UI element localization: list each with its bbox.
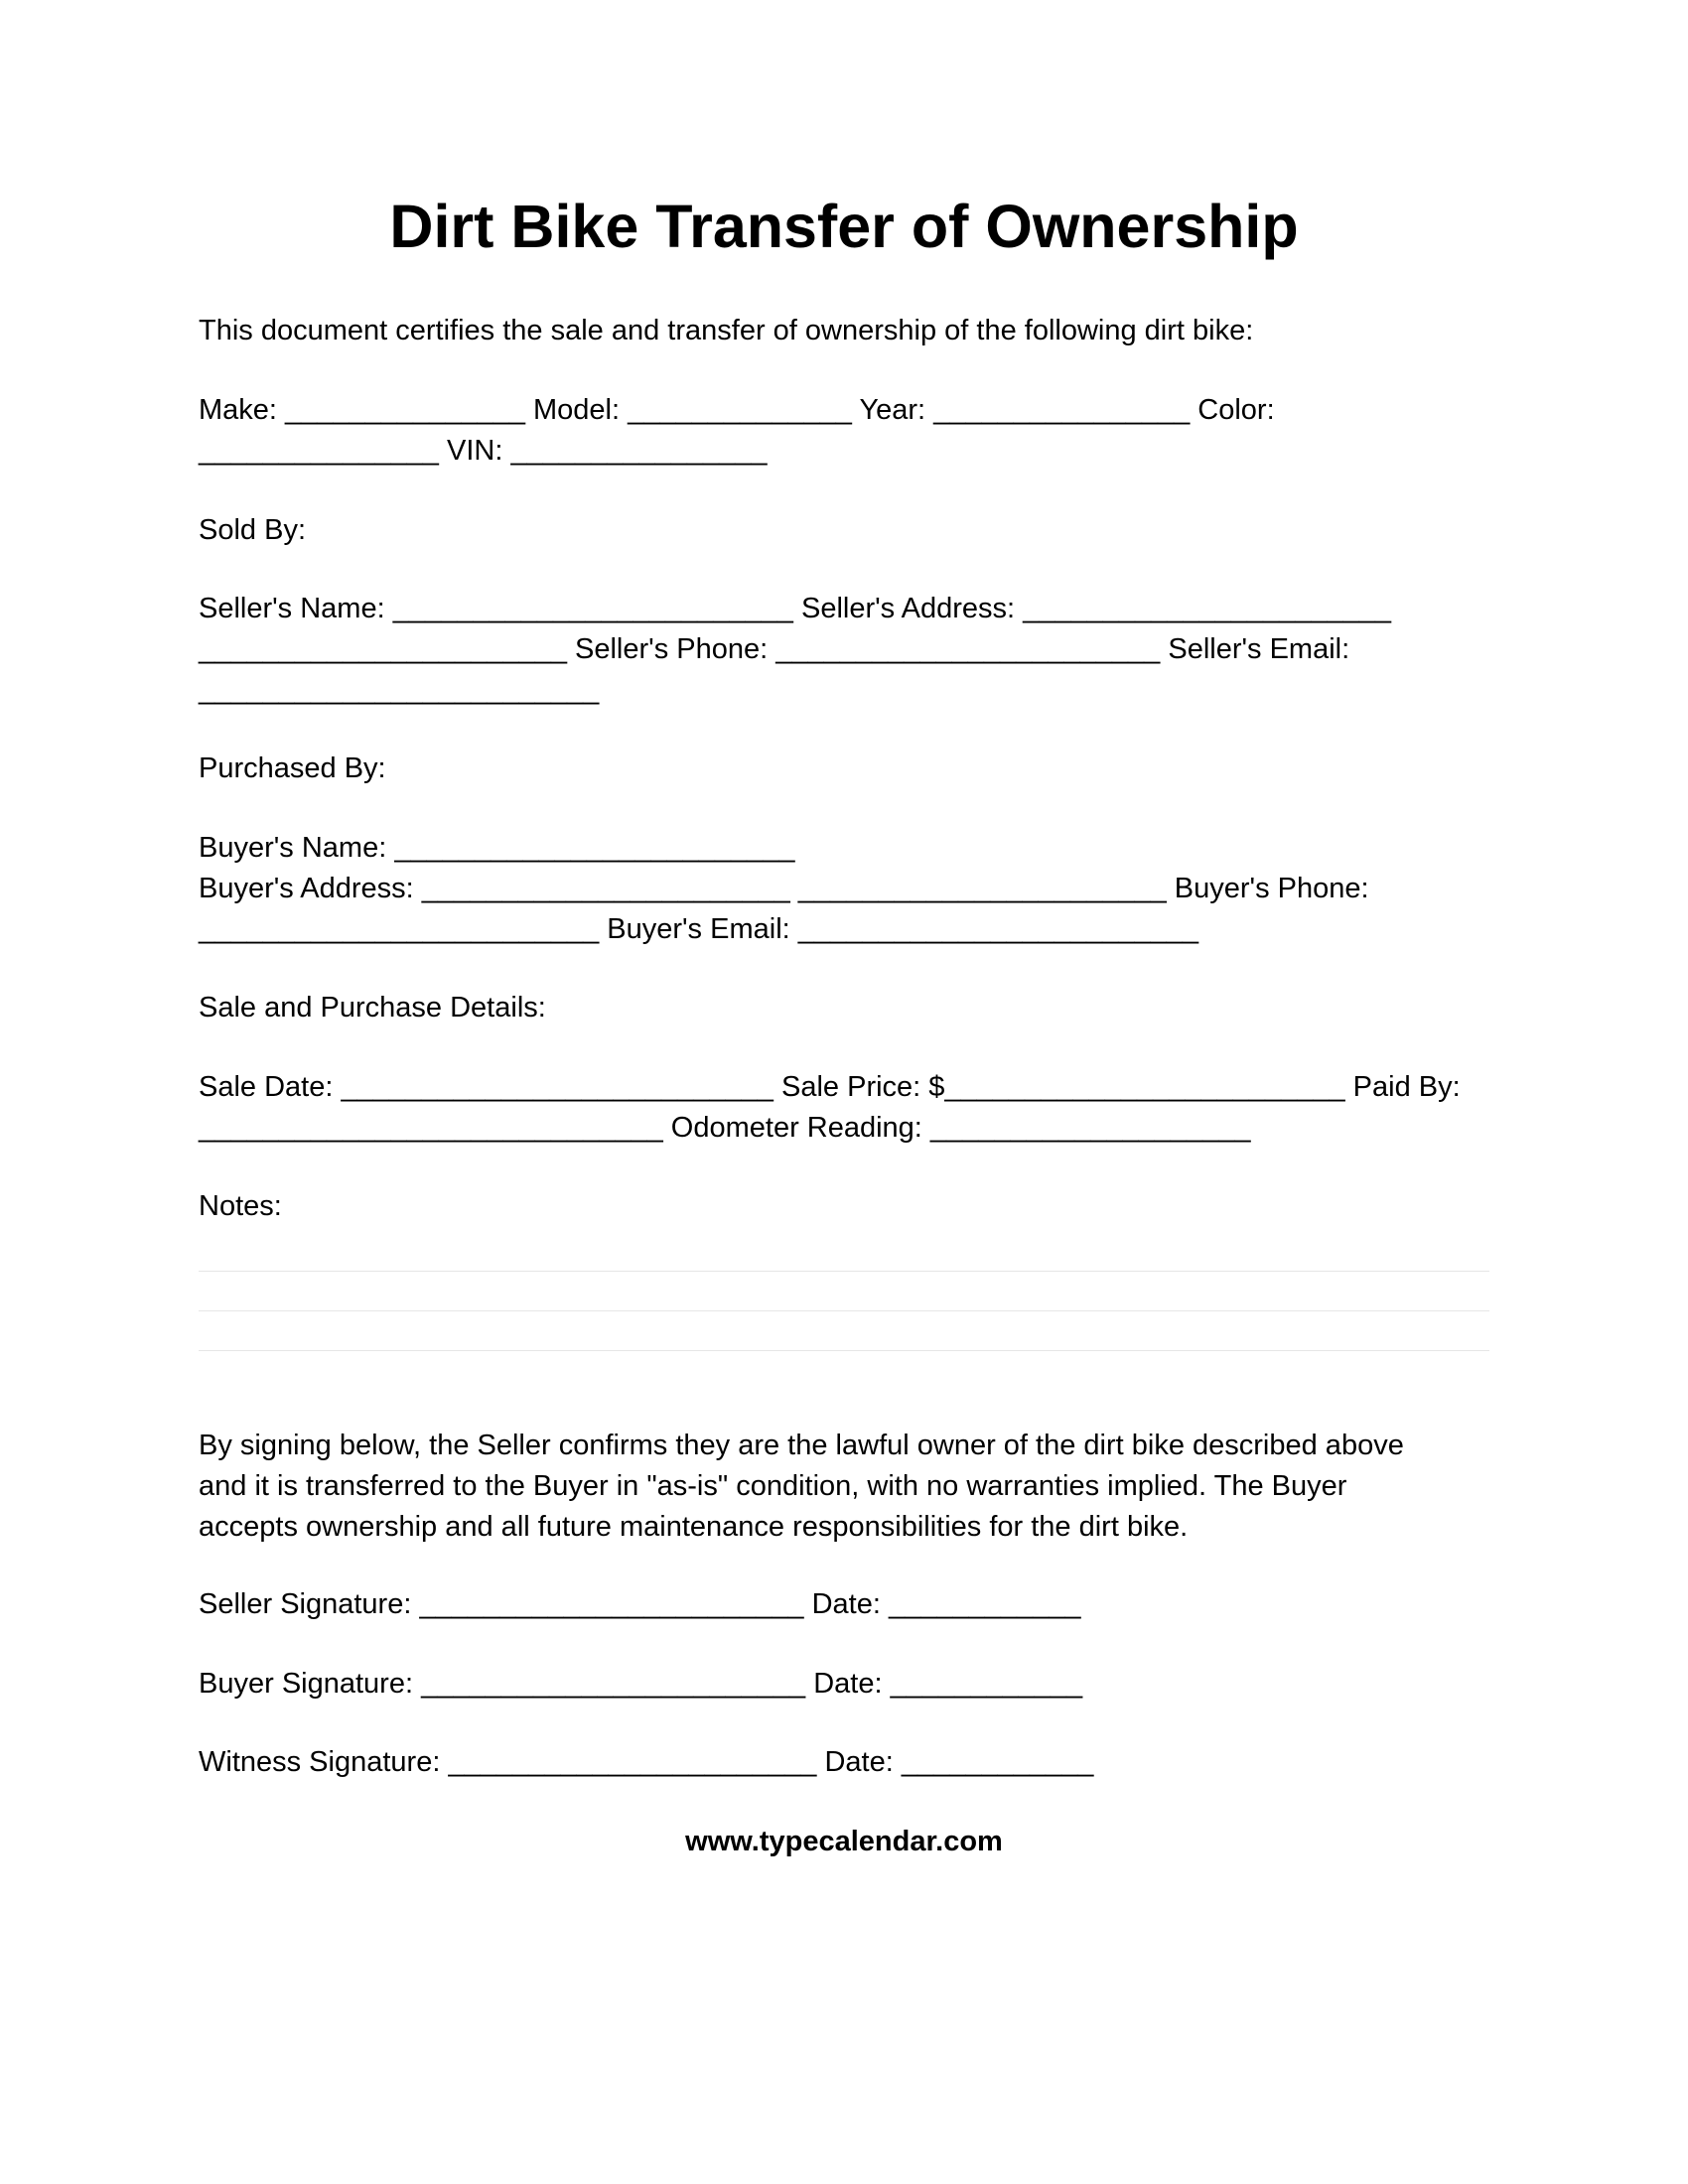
- notes-line[interactable]: [199, 1271, 1489, 1272]
- seller-details-line-1: Seller's Name: _________________________ Seller's Address: _______________________: [199, 593, 1392, 624]
- seller-signature-line: Seller Signature: ________________________ Date: ____________: [199, 1588, 1081, 1620]
- agreement-line-3: accepts ownership and all future maintenance responsibilities for the dirt bike.: [199, 1511, 1189, 1543]
- seller-details: [199, 589, 1489, 711]
- notes-line[interactable]: [199, 1350, 1489, 1351]
- sold-by-heading: Sold By:: [199, 514, 306, 546]
- vehicle-details: [199, 390, 1489, 472]
- seller-details-line-2: _______________________ Seller's Phone: ________________________ Seller's Email:: [199, 633, 1350, 665]
- vehicle-details-line-2: _______________ VIN: ________________: [199, 435, 768, 467]
- agreement-text: [199, 1426, 1489, 1548]
- sale-details: [199, 1067, 1489, 1149]
- sale-details-line-2: _____________________________ Odometer Reading: ____________________: [199, 1112, 1251, 1144]
- vehicle-details-line-1: Make: _______________ Model: ______________ Year: ________________ Color:: [199, 394, 1275, 426]
- notes-label: Notes:: [199, 1190, 282, 1222]
- agreement-line-2: and it is transferred to the Buyer in "as-is" condition, with no warranties implied. The Buyer: [199, 1470, 1347, 1502]
- buyer-details-line-3: _________________________ Buyer's Email: _________________________: [199, 913, 1198, 945]
- agreement-line-1: By signing below, the Seller confirms they are the lawful owner of the dirt bike described above: [199, 1430, 1404, 1461]
- footer-website: www.typecalendar.com: [685, 1826, 1003, 1857]
- buyer-details-line-2: Buyer's Address: _______________________ _______________________ Buyer's Phone:: [199, 873, 1369, 904]
- witness-signature-line: Witness Signature: _______________________ Date: ____________: [199, 1746, 1094, 1778]
- buyer-details: [199, 828, 1489, 950]
- buyer-details-line-1: Buyer's Name: _________________________: [199, 832, 795, 864]
- sale-details-line-1: Sale Date: ___________________________ Sale Price: $_________________________ Paid By:: [199, 1071, 1461, 1103]
- seller-details-line-3: _________________________: [199, 674, 600, 706]
- purchased-by-heading: Purchased By:: [199, 752, 386, 784]
- notes-line[interactable]: [199, 1310, 1489, 1311]
- buyer-signature-line: Buyer Signature: ________________________ Date: ____________: [199, 1668, 1083, 1700]
- document-title: Dirt Bike Transfer of Ownership: [389, 193, 1299, 260]
- sale-details-heading: Sale and Purchase Details:: [199, 992, 546, 1024]
- intro-text: This document certifies the sale and transfer of ownership of the following dirt bike:: [199, 315, 1254, 346]
